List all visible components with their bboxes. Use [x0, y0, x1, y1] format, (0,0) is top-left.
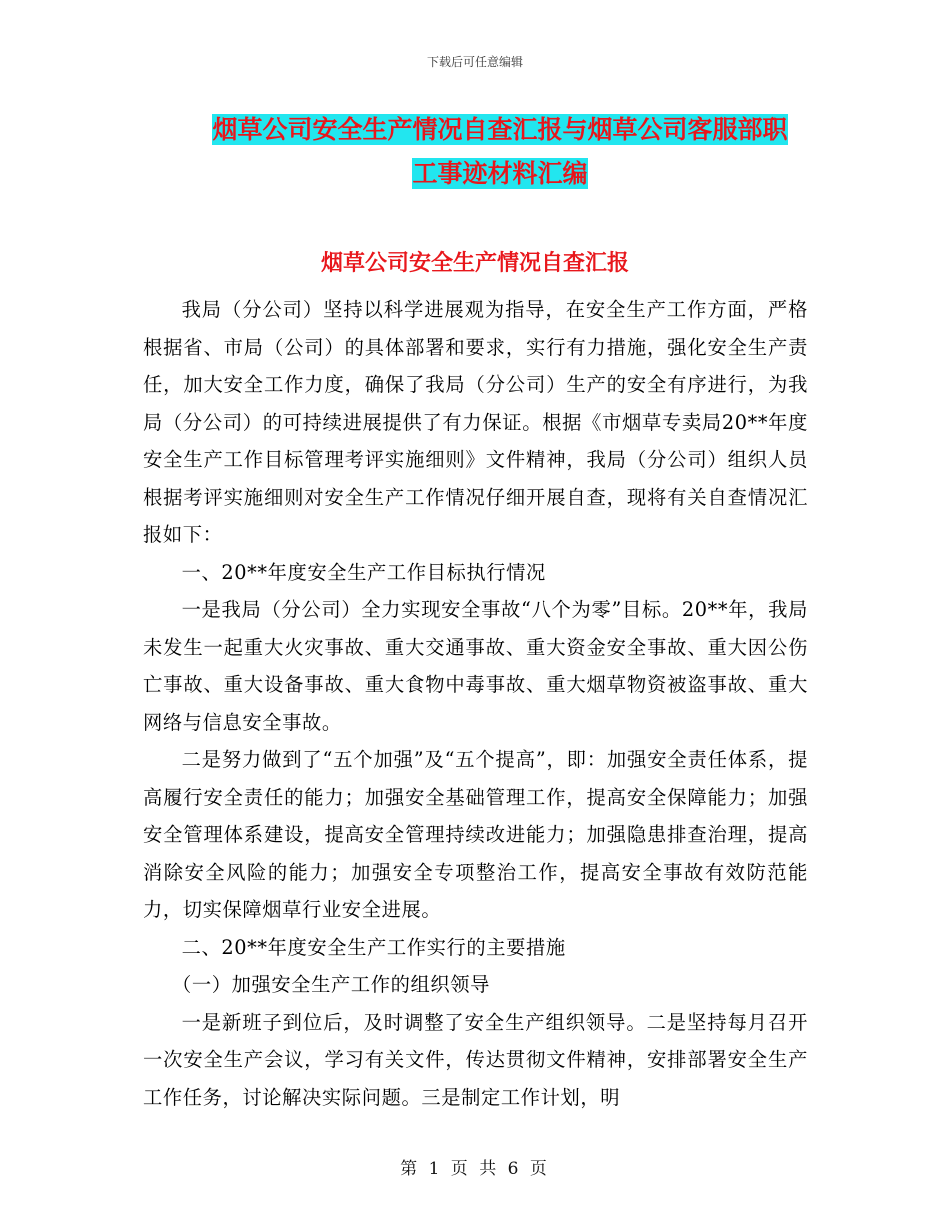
main-title-line-1: 烟草公司安全生产情况自查汇报与烟草公司客服部职 — [212, 115, 788, 144]
paragraph-intro: 我局（分公司）坚持以科学进展观为指导，在安全生产工作方面，严格根据省、市局（公司）的具体部署和要求，实行有力措施，强化安全生产责任，加大安全工作力度，确保了我局（分公司）生产的安全有序进行，为我局（分公司）的可持续进展提供了有力保证。根据《市烟草专卖局20**年度安全生产工作目标管理考评实施细则》文件精神，我局（分公司）组织人员根据考评实施细则对安全生产工作情况仔细开展自查，现将有关自查情况汇报如下： — [143, 298, 808, 546]
document-body — [143, 291, 808, 1116]
header-note: 下载后可任意编辑 — [426, 55, 523, 69]
heading-section-2: 二、20**年度安全生产工作实行的主要措施 — [181, 935, 566, 959]
paragraph-measures-1: 一是新班子到位后，及时调整了安全生产组织领导。二是坚持每月召开一次安全生产会议，学习有关文件，传达贯彻文件精神，安排部署安全生产工作任务，讨论解决实际问题。三是制定工作计划，明 — [143, 1010, 808, 1109]
heading-section-1: 一、20**年度安全生产工作目标执行情况 — [181, 560, 546, 584]
section-title: 烟草公司安全生产情况自查汇报 — [320, 251, 629, 276]
page-number: 第 1 页 共 6 页 — [400, 1159, 550, 1179]
paragraph-target-1: 一是我局（分公司）全力实现安全事故“八个为零”目标。20**年，我局未发生一起重大火灾事故、重大交通事故、重大资金安全事故、重大因公伤亡事故、重大设备事故、重大食物中毒事故、重大烟草物资被盗事故、重大网络与信息安全事故。 — [143, 598, 808, 734]
document-main-title — [130, 108, 870, 196]
paragraph-target-2: 二是努力做到了“五个加强”及“五个提高”，即：加强安全责任体系，提高履行安全责任的能力；加强安全基础管理工作，提高安全保障能力；加强安全管理体系建设，提高安全管理持续改进能力；加强隐患排查治理，提高消除安全风险的能力；加强安全专项整治工作，提高安全事故有效防范能力，切实保障烟草行业安全进展。 — [143, 748, 808, 921]
main-title-line-2: 工事迹材料汇编 — [412, 159, 588, 188]
heading-subsection-1: （一）加强安全生产工作的组织领导 — [171, 973, 491, 996]
